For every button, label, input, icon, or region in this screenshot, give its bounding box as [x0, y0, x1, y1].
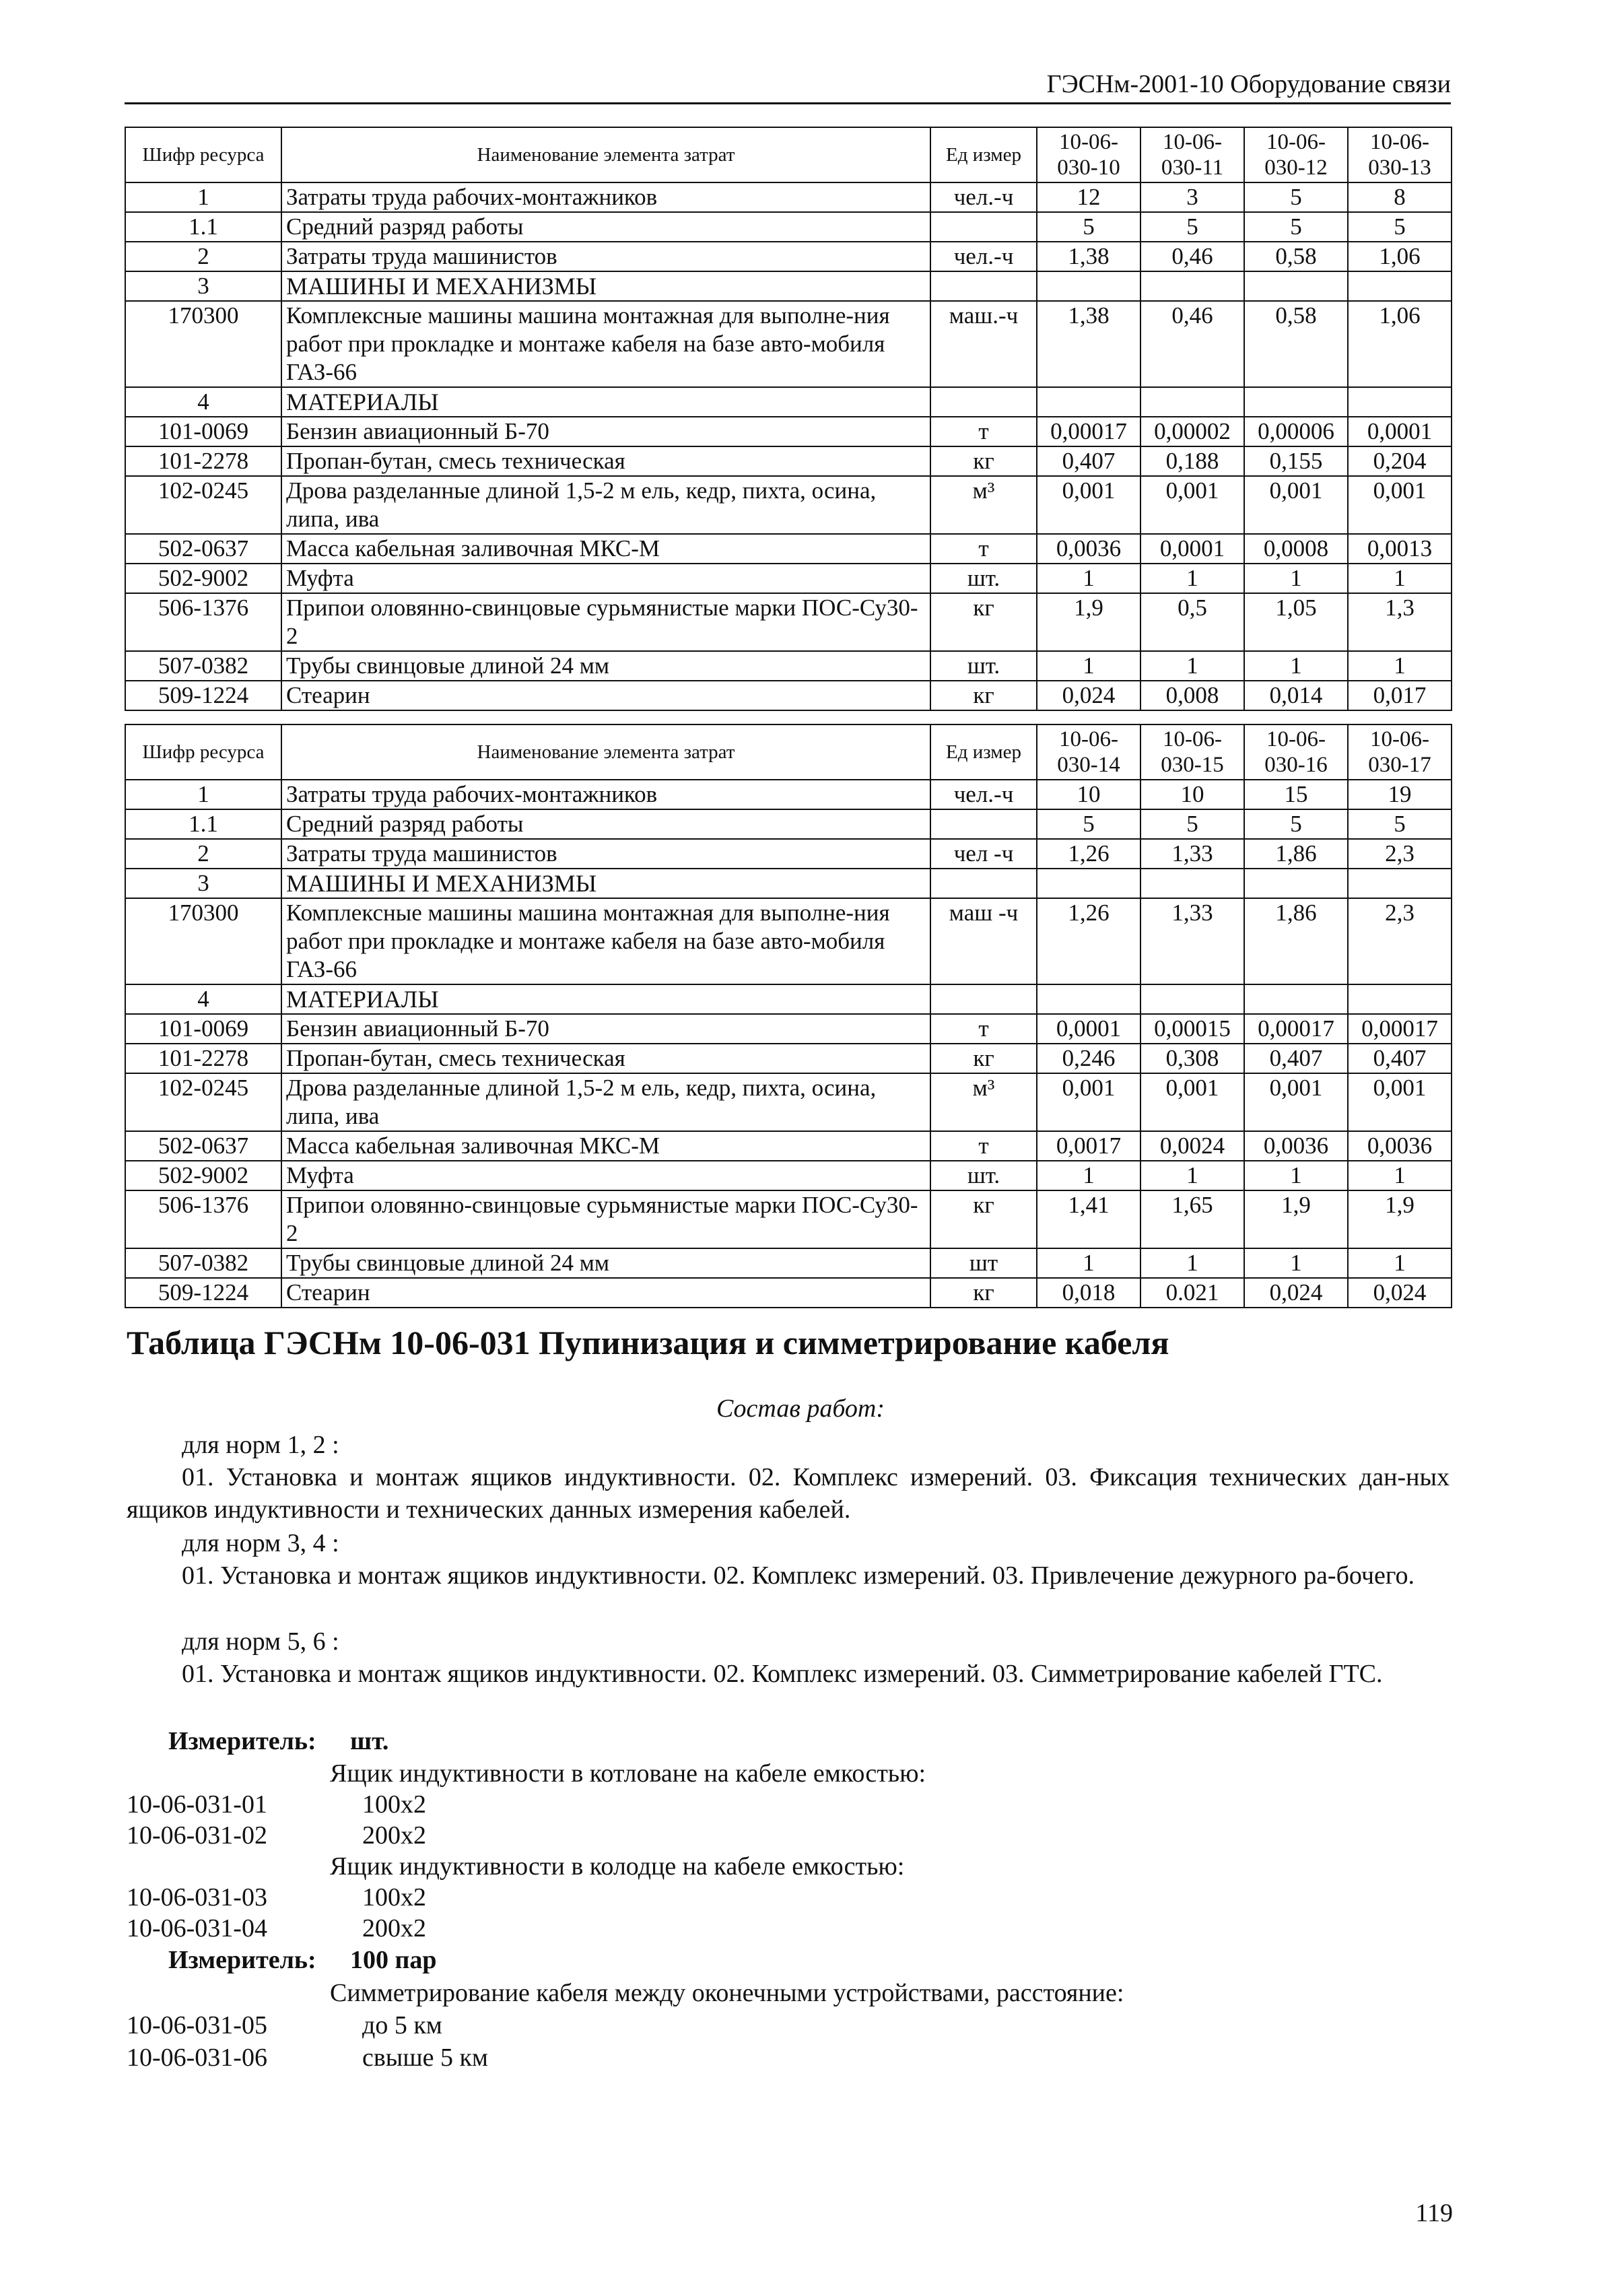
resource-code: 509-1224	[125, 1278, 281, 1308]
norms-3-4-text: 01. Установка и монтаж ящиков индуктивности. 02. Комплекс измерений. 03. Привлечение дежурного ра-бочего.	[182, 1561, 1415, 1590]
unit: шт.	[930, 651, 1037, 681]
norm-value: 0,014	[1244, 681, 1348, 710]
norm-value: 0,0024	[1140, 1131, 1244, 1161]
norm-value: 0,407	[1244, 1044, 1348, 1073]
norm-value: 0,008	[1140, 681, 1244, 710]
header-name: Наименование элемента затрат	[281, 724, 930, 780]
norm-value: 0,00017	[1348, 1014, 1452, 1044]
norm-value	[1037, 869, 1140, 898]
table-row	[125, 780, 1452, 809]
cost-element-name: Затраты труда рабочих-монтажников	[281, 780, 930, 809]
resource-code: 2	[125, 242, 281, 271]
unit: м³	[930, 1073, 1037, 1131]
resource-code: 101-0069	[125, 417, 281, 446]
resource-code: 509-1224	[125, 681, 281, 710]
resource-code: 502-9002	[125, 1161, 281, 1190]
norm-value: 2,3	[1348, 898, 1452, 984]
norm-value: 5	[1037, 809, 1140, 839]
running-header: ГЭСНм-2001-10 Оборудование связи	[125, 67, 1451, 104]
resource-code: 170300	[125, 898, 281, 984]
section-heading: МАШИНЫ И МЕХАНИЗМЫ	[281, 869, 930, 898]
cost-element-name: Масса кабельная заливочная МКС-М	[281, 1131, 930, 1161]
norm-code: 10-06-031-01	[127, 1790, 267, 1819]
norm-code: 10-06-031-04	[127, 1914, 267, 1943]
header-unit: Ед измер	[930, 127, 1037, 182]
unit: кг	[930, 1190, 1037, 1248]
norm-value: 0,0001	[1348, 417, 1452, 446]
cost-element-name: Затраты труда машинистов	[281, 242, 930, 271]
norm-value: 0,0013	[1348, 534, 1452, 564]
norm-value: 0,407	[1348, 1044, 1452, 1073]
norm-value: 0,001	[1037, 476, 1140, 534]
cost-element-name: Комплексные машины машина монтажная для выполне-ния работ при прокладке и монтаже кабеля на базе авто-мобиля ГАЗ-66	[281, 301, 930, 387]
cost-element-name: Средний разряд работы	[281, 212, 930, 242]
resource-code: 102-0245	[125, 476, 281, 534]
norm-value: 1	[1244, 1161, 1348, 1190]
norm-value	[1140, 271, 1244, 301]
cost-element-name: Бензин авиационный Б-70	[281, 1014, 930, 1044]
unit: кг	[930, 681, 1037, 710]
resource-code: 2	[125, 839, 281, 869]
resource-code: 102-0245	[125, 1073, 281, 1131]
norm-value: 5	[1348, 809, 1452, 839]
norm-code: 10-06-031-03	[127, 1883, 267, 1912]
norm-value: 0,58	[1244, 242, 1348, 271]
resource-code: 3	[125, 271, 281, 301]
unit	[930, 984, 1037, 1014]
cost-element-name: Пропан-бутан, смесь техническая	[281, 446, 930, 476]
norm-value: 5	[1244, 212, 1348, 242]
norm-value: 0,188	[1140, 446, 1244, 476]
norm-value: 1	[1244, 1248, 1348, 1278]
norm-value: 12	[1037, 182, 1140, 212]
header-norm-code: 10-06- 030-10	[1037, 127, 1140, 182]
norm-value: 1,33	[1140, 898, 1244, 984]
norms-1-2-label: для норм 1, 2 :	[182, 1431, 339, 1459]
group-title: Ящик индуктивности в котловане на кабеле емкостью:	[330, 1759, 926, 1788]
unit: кг	[930, 593, 1037, 651]
table-row	[125, 534, 1452, 564]
norms-5-6-text: 01. Установка и монтаж ящиков индуктивности. 02. Комплекс измерений. 03. Симметрирование кабелей ГТС.	[182, 1660, 1383, 1688]
norm-code: 10-06-031-05	[127, 2011, 267, 2039]
norm-desc: 100х2	[362, 1790, 426, 1819]
resource-code: 101-2278	[125, 446, 281, 476]
norm-value: 0,001	[1140, 476, 1244, 534]
unit	[930, 212, 1037, 242]
cost-element-name: Дрова разделанные длиной 1,5-2 м ель, кедр, пихта, осина, липа, ива	[281, 1073, 930, 1131]
table-row	[125, 1161, 1452, 1190]
unit: т	[930, 1131, 1037, 1161]
table-row	[125, 417, 1452, 446]
resource-code: 4	[125, 984, 281, 1014]
norms-1-2-text: 01. Установка и монтаж ящиков индуктивности. 02. Комплекс измерений. 03. Фиксация технических дан-ных ящиков индуктивности и технических данных измерения кабелей.	[127, 1463, 1450, 1524]
cost-element-name: Затраты труда рабочих-монтажников	[281, 182, 930, 212]
unit: шт	[930, 1248, 1037, 1278]
norm-value: 1,86	[1244, 839, 1348, 869]
norm-desc: до 5 км	[362, 2011, 442, 2039]
norm-value: 1	[1244, 651, 1348, 681]
unit: чел.-ч	[930, 242, 1037, 271]
unit: м³	[930, 476, 1037, 534]
norm-value: 0,018	[1037, 1278, 1140, 1308]
norm-table-030-14-17	[125, 724, 1452, 1308]
norm-value: 0,308	[1140, 1044, 1244, 1073]
norm-value: 0,00002	[1140, 417, 1244, 446]
measurer-value: шт.	[350, 1727, 389, 1755]
norm-value: 0,0036	[1244, 1131, 1348, 1161]
norm-value: 5	[1037, 212, 1140, 242]
table-row	[125, 301, 1452, 387]
norm-value: 0,46	[1140, 242, 1244, 271]
norm-value	[1348, 387, 1452, 417]
cost-element-name: Припои оловянно-свинцовые сурьмянистые марки ПОС-Су30-2	[281, 593, 930, 651]
norm-value: 1,38	[1037, 301, 1140, 387]
resource-code: 1.1	[125, 212, 281, 242]
table-row	[125, 1044, 1452, 1073]
norm-table-030-10-13	[125, 127, 1452, 711]
unit: т	[930, 417, 1037, 446]
norm-value	[1244, 984, 1348, 1014]
norm-value: 0,155	[1244, 446, 1348, 476]
norm-value	[1037, 387, 1140, 417]
cost-element-name: Стеарин	[281, 681, 930, 710]
cost-element-name: Припои оловянно-свинцовые сурьмянистые марки ПОС-Су30-2	[281, 1190, 930, 1248]
measurer-label: Измеритель:	[168, 1946, 316, 1974]
group-title: Симметрирование кабеля между оконечными устройствами, расстояние:	[330, 1979, 1124, 2007]
cost-element-name: Средний разряд работы	[281, 809, 930, 839]
norm-value: 0,46	[1140, 301, 1244, 387]
norm-value: 0,024	[1037, 681, 1140, 710]
norm-value: 1,05	[1244, 593, 1348, 651]
norm-value: 2,3	[1348, 839, 1452, 869]
group-title: Ящик индуктивности в колодце на кабеле емкостью:	[330, 1852, 905, 1881]
norm-value: 1,9	[1348, 1190, 1452, 1248]
header-code: Шифр ресурса	[125, 724, 281, 780]
unit: чел.-ч	[930, 780, 1037, 809]
norm-value: 5	[1244, 182, 1348, 212]
table-row	[125, 182, 1452, 212]
norm-value	[1140, 984, 1244, 1014]
norm-value: 0,024	[1244, 1278, 1348, 1308]
norm-value: 0,001	[1348, 1073, 1452, 1131]
norm-value: 1,3	[1348, 593, 1452, 651]
resource-code: 4	[125, 387, 281, 417]
cost-element-name: Стеарин	[281, 1278, 930, 1308]
norm-desc: 200х2	[362, 1821, 426, 1850]
norm-value: 0,246	[1037, 1044, 1140, 1073]
norm-value: 1,38	[1037, 242, 1140, 271]
table-row	[125, 1073, 1452, 1131]
unit: кг	[930, 1278, 1037, 1308]
table-section-row	[125, 984, 1452, 1014]
unit: т	[930, 1014, 1037, 1044]
section-heading: МАШИНЫ И МЕХАНИЗМЫ	[281, 271, 930, 301]
norm-value: 10	[1037, 780, 1140, 809]
unit	[930, 271, 1037, 301]
table-row	[125, 809, 1452, 839]
norm-value: 1	[1140, 1161, 1244, 1190]
unit: чел.-ч	[930, 182, 1037, 212]
norm-code: 10-06-031-06	[127, 2044, 267, 2072]
unit: чел -ч	[930, 839, 1037, 869]
table-row	[125, 1014, 1452, 1044]
norm-value	[1244, 271, 1348, 301]
norm-value: 0,407	[1037, 446, 1140, 476]
table-row	[125, 593, 1452, 651]
resource-code: 1.1	[125, 809, 281, 839]
cost-element-name: Пропан-бутан, смесь техническая	[281, 1044, 930, 1073]
resource-code: 502-0637	[125, 1131, 281, 1161]
norm-value: 15	[1244, 780, 1348, 809]
norm-value: 1,26	[1037, 839, 1140, 869]
header-name: Наименование элемента затрат	[281, 127, 930, 182]
table-row	[125, 564, 1452, 593]
resource-code: 101-0069	[125, 1014, 281, 1044]
norm-value: 5	[1244, 809, 1348, 839]
unit	[930, 387, 1037, 417]
table-section-row	[125, 387, 1452, 417]
norm-value: 1,9	[1244, 1190, 1348, 1248]
norm-value	[1244, 387, 1348, 417]
resource-code: 502-0637	[125, 534, 281, 564]
table-section-row	[125, 271, 1452, 301]
norm-value: 1	[1140, 651, 1244, 681]
norm-value: 0,0036	[1037, 534, 1140, 564]
norm-value: 1	[1348, 564, 1452, 593]
header-norm-code: 10-06- 030-14	[1037, 724, 1140, 780]
norm-code: 10-06-031-02	[127, 1821, 267, 1850]
norm-value: 1,9	[1037, 593, 1140, 651]
header-norm-code: 10-06- 030-15	[1140, 724, 1244, 780]
norm-value	[1140, 869, 1244, 898]
header-norm-code: 10-06- 030-13	[1348, 127, 1452, 182]
table-row	[125, 839, 1452, 869]
norm-value: 0,001	[1348, 476, 1452, 534]
norm-value: 0,0008	[1244, 534, 1348, 564]
norm-value: 19	[1348, 780, 1452, 809]
cost-element-name: Масса кабельная заливочная МКС-М	[281, 534, 930, 564]
norm-value: 5	[1348, 212, 1452, 242]
composition-title: Состав работ:	[716, 1394, 885, 1423]
unit	[930, 809, 1037, 839]
cost-element-name: Затраты труда машинистов	[281, 839, 930, 869]
norm-value: 0,024	[1348, 1278, 1452, 1308]
table-row	[125, 1248, 1452, 1278]
norm-value	[1037, 271, 1140, 301]
resource-code: 101-2278	[125, 1044, 281, 1073]
cost-element-name: Бензин авиационный Б-70	[281, 417, 930, 446]
norm-value: 0,00006	[1244, 417, 1348, 446]
page-number: 119	[1415, 2199, 1453, 2227]
table-row	[125, 681, 1452, 710]
norm-value: 0,204	[1348, 446, 1452, 476]
resource-code: 506-1376	[125, 593, 281, 651]
norm-value: 0,001	[1244, 476, 1348, 534]
table-row	[125, 446, 1452, 476]
norm-value	[1037, 984, 1140, 1014]
norms-5-6-label: для норм 5, 6 :	[182, 1627, 339, 1656]
section-heading: МАТЕРИАЛЫ	[281, 984, 930, 1014]
cost-element-name: Трубы свинцовые длиной 24 мм	[281, 651, 930, 681]
norm-value: 1	[1244, 564, 1348, 593]
norm-value: 1	[1037, 1161, 1140, 1190]
table-row	[125, 476, 1452, 534]
unit: т	[930, 534, 1037, 564]
norm-value: 1	[1348, 1248, 1452, 1278]
unit: кг	[930, 1044, 1037, 1073]
norm-value: 1	[1348, 1161, 1452, 1190]
norm-desc: свыше 5 км	[362, 2044, 488, 2072]
norm-value	[1348, 869, 1452, 898]
resource-code: 1	[125, 182, 281, 212]
unit: кг	[930, 446, 1037, 476]
norms-3-4-label: для норм 3, 4 :	[182, 1529, 339, 1557]
resource-code: 506-1376	[125, 1190, 281, 1248]
norm-value: 0,017	[1348, 681, 1452, 710]
norm-value	[1348, 271, 1452, 301]
unit: шт.	[930, 564, 1037, 593]
resource-code: 170300	[125, 301, 281, 387]
norm-value: 0,5	[1140, 593, 1244, 651]
table-row	[125, 1131, 1452, 1161]
header-unit: Ед измер	[930, 724, 1037, 780]
norm-value: 1	[1348, 651, 1452, 681]
table-row	[125, 1190, 1452, 1248]
norm-value: 1,33	[1140, 839, 1244, 869]
resource-code: 3	[125, 869, 281, 898]
unit: маш -ч	[930, 898, 1037, 984]
norm-value	[1348, 984, 1452, 1014]
norm-value: 1,26	[1037, 898, 1140, 984]
norm-value: 0,0017	[1037, 1131, 1140, 1161]
norm-value: 5	[1140, 212, 1244, 242]
norm-value: 5	[1140, 809, 1244, 839]
norm-value: 1	[1140, 1248, 1244, 1278]
table-row	[125, 1278, 1452, 1308]
header-norm-code: 10-06- 030-16	[1244, 724, 1348, 780]
table-row	[125, 898, 1452, 984]
table-section-row	[125, 869, 1452, 898]
table-row	[125, 242, 1452, 271]
unit: шт.	[930, 1161, 1037, 1190]
norm-value: 0,00017	[1244, 1014, 1348, 1044]
resource-code: 507-0382	[125, 651, 281, 681]
norm-value: 3	[1140, 182, 1244, 212]
cost-element-name: Муфта	[281, 564, 930, 593]
norm-value: 0,58	[1244, 301, 1348, 387]
table-row	[125, 651, 1452, 681]
resource-code: 507-0382	[125, 1248, 281, 1278]
unit: маш.-ч	[930, 301, 1037, 387]
norm-value: 10	[1140, 780, 1244, 809]
norm-value: 0,0001	[1140, 534, 1244, 564]
norm-desc: 100х2	[362, 1883, 426, 1912]
norm-value: 1,41	[1037, 1190, 1140, 1248]
norm-value: 1,86	[1244, 898, 1348, 984]
norm-value: 0,00015	[1140, 1014, 1244, 1044]
cost-element-name: Дрова разделанные длиной 1,5-2 м ель, кедр, пихта, осина, липа, ива	[281, 476, 930, 534]
section-title: Таблица ГЭСНм 10-06-031 Пупинизация и симметрирование кабеля	[127, 1324, 1169, 1361]
measurer-label: Измеритель:	[168, 1727, 316, 1755]
norm-value: 0,00017	[1037, 417, 1140, 446]
norm-desc: 200х2	[362, 1914, 426, 1943]
header-norm-code: 10-06- 030-11	[1140, 127, 1244, 182]
cost-element-name: Муфта	[281, 1161, 930, 1190]
norm-value: 0.021	[1140, 1278, 1244, 1308]
norm-value: 0,001	[1140, 1073, 1244, 1131]
section-heading: МАТЕРИАЛЫ	[281, 387, 930, 417]
resource-code: 502-9002	[125, 564, 281, 593]
header-code: Шифр ресурса	[125, 127, 281, 182]
norm-value: 0,0001	[1037, 1014, 1140, 1044]
resource-code: 1	[125, 780, 281, 809]
norm-value: 1	[1037, 1248, 1140, 1278]
norm-value	[1244, 869, 1348, 898]
norm-value: 1	[1140, 564, 1244, 593]
norm-value: 1,06	[1348, 301, 1452, 387]
norm-value: 1	[1037, 564, 1140, 593]
norm-value	[1140, 387, 1244, 417]
norm-value: 1	[1037, 651, 1140, 681]
norm-value: 1,06	[1348, 242, 1452, 271]
header-norm-code: 10-06- 030-12	[1244, 127, 1348, 182]
header-norm-code: 10-06- 030-17	[1348, 724, 1452, 780]
cost-element-name: Комплексные машины машина монтажная для выполне-ния работ при прокладке и монтаже кабеля на базе авто-мобиля ГАЗ-66	[281, 898, 930, 984]
table-row	[125, 212, 1452, 242]
norm-value: 1,65	[1140, 1190, 1244, 1248]
norm-value: 0,001	[1037, 1073, 1140, 1131]
norm-value: 0,001	[1244, 1073, 1348, 1131]
measurer-value: 100 пар	[350, 1946, 437, 1974]
norm-value: 8	[1348, 182, 1452, 212]
cost-element-name: Трубы свинцовые длиной 24 мм	[281, 1248, 930, 1278]
unit	[930, 869, 1037, 898]
norm-value: 0,0036	[1348, 1131, 1452, 1161]
